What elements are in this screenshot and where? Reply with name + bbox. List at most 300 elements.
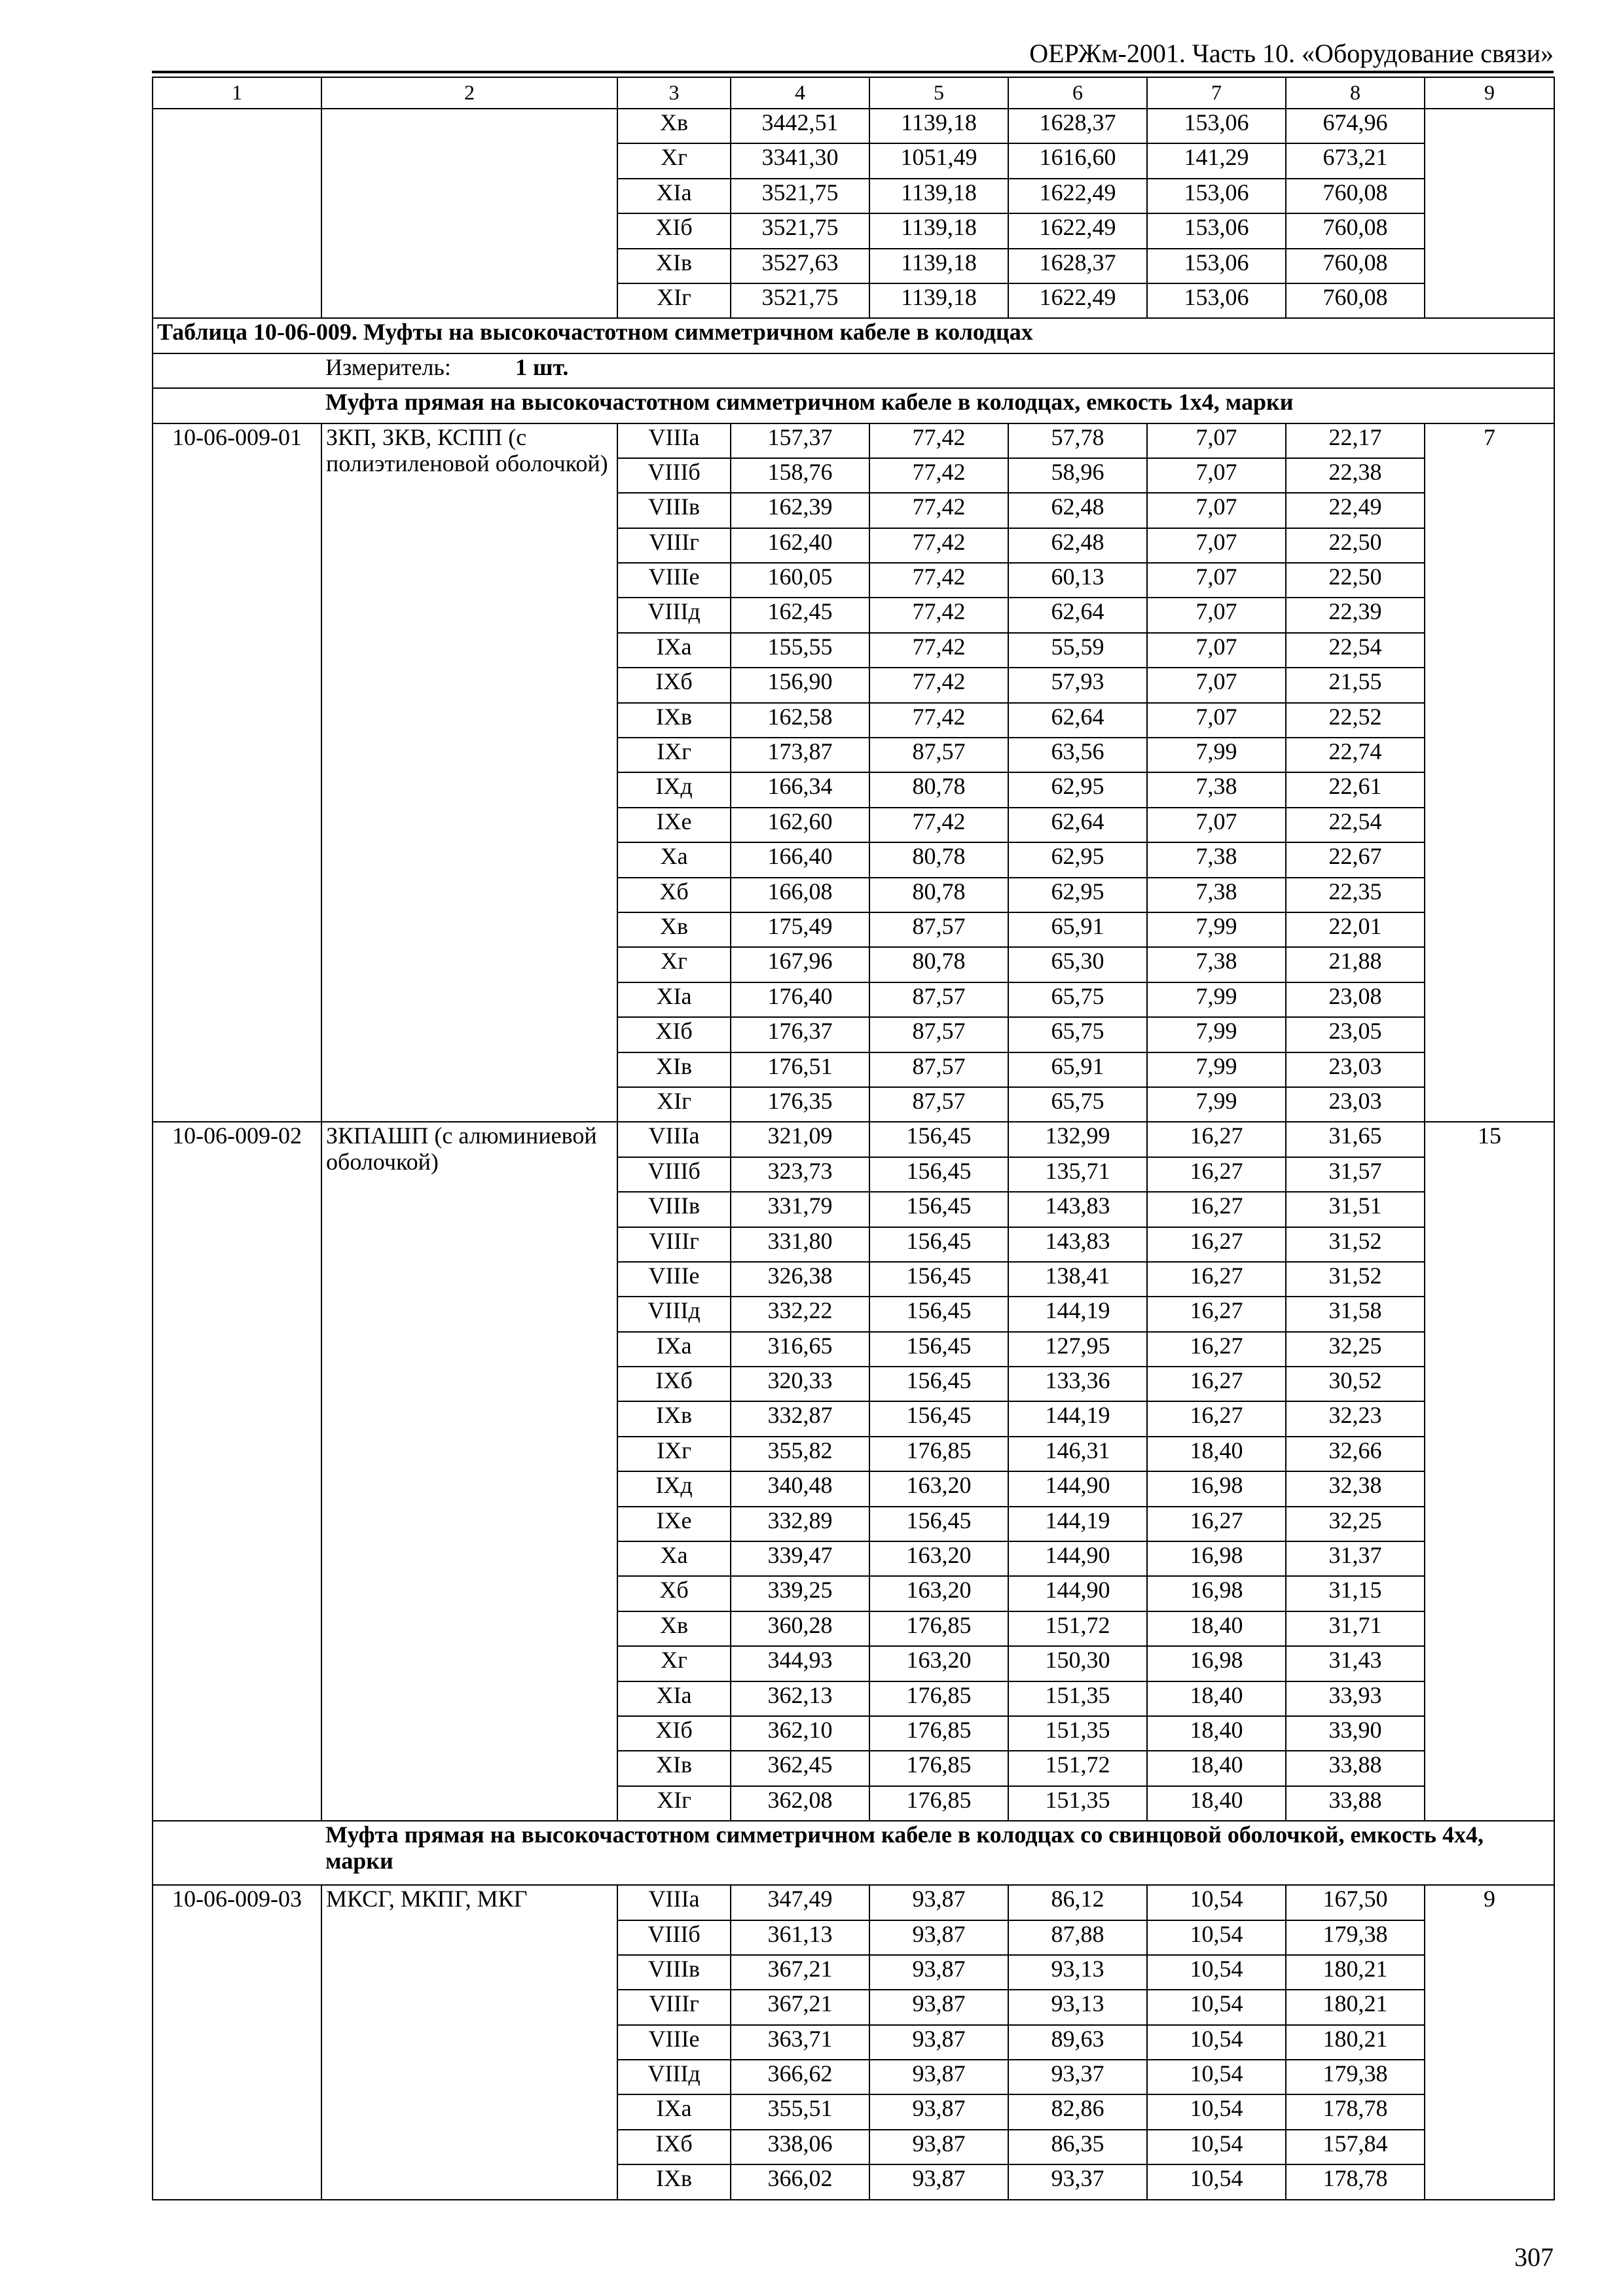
page-header	[152, 37, 1554, 73]
value-cell: 156,45	[869, 1262, 1008, 1297]
value-cell: 176,85	[869, 1681, 1008, 1716]
value-cell: 18,40	[1147, 1611, 1286, 1646]
value-cell: 10,54	[1147, 2164, 1286, 2199]
value-cell: 77,42	[869, 563, 1008, 598]
value-cell: 65,91	[1008, 912, 1147, 947]
value-cell: 16,27	[1147, 1297, 1286, 1331]
value-cell: 176,85	[869, 1751, 1008, 1785]
value-cell: 93,87	[869, 1990, 1008, 2024]
value-cell: 155,55	[731, 633, 869, 668]
name-cell: МКСГ, МКПГ, МКГ	[321, 1885, 617, 2200]
header-title: ОЕРЖм-2001. Часть 10. «Оборудование связи»	[1029, 39, 1554, 68]
value-cell: 62,48	[1008, 493, 1147, 528]
value-cell: 320,33	[731, 1367, 869, 1401]
value-cell: 153,06	[1147, 249, 1286, 283]
value-cell: 22,17	[1286, 423, 1425, 458]
zone-cell: VIIIд	[617, 1297, 731, 1331]
value-cell: 22,35	[1286, 878, 1425, 912]
value-cell: 157,84	[1286, 2130, 1425, 2164]
value-cell: 339,25	[731, 1576, 869, 1611]
zone-cell: XIв	[617, 249, 731, 283]
column-number: 1	[153, 77, 321, 109]
value-cell: 133,36	[1008, 1367, 1147, 1401]
value-cell: 180,21	[1286, 2025, 1425, 2060]
zone-cell: VIIIа	[617, 1122, 731, 1157]
value-cell: 7,38	[1147, 947, 1286, 982]
value-cell: 89,63	[1008, 2025, 1147, 2060]
name-cell: ЗКП, ЗКВ, КСПП (с полиэтиленовой оболочкой)	[321, 423, 617, 1122]
zone-cell: IXв	[617, 703, 731, 738]
zone-cell: XIг	[617, 1786, 731, 1821]
zone-cell: IXб	[617, 668, 731, 702]
zone-cell: IXд	[617, 772, 731, 807]
value-cell: 3521,75	[731, 283, 869, 318]
value-cell: 31,52	[1286, 1227, 1425, 1262]
value-cell: 87,57	[869, 738, 1008, 772]
value-cell: 18,40	[1147, 1751, 1286, 1785]
value-cell: 7,99	[1147, 1087, 1286, 1122]
value-cell: 77,42	[869, 808, 1008, 842]
value-cell: 7,07	[1147, 458, 1286, 493]
value-cell: 7,07	[1147, 598, 1286, 632]
zone-cell: VIIIд	[617, 2060, 731, 2094]
table-title: Таблица 10-06-009. Муфты на высокочастотном симметричном кабеле в колодцах	[153, 318, 1554, 353]
table-row	[153, 423, 1554, 458]
value-cell: 87,57	[869, 1017, 1008, 1052]
value-cell: 3341,30	[731, 143, 869, 178]
value-cell: 363,71	[731, 2025, 869, 2060]
value-cell: 87,57	[869, 1052, 1008, 1087]
zone-cell: XIб	[617, 213, 731, 248]
value-cell: 178,78	[1286, 2094, 1425, 2129]
value-cell: 93,87	[869, 1885, 1008, 1920]
value-cell: 151,35	[1008, 1681, 1147, 1716]
value-cell: 16,27	[1147, 1227, 1286, 1262]
value-cell: 32,25	[1286, 1332, 1425, 1367]
value-cell: 10,54	[1147, 2060, 1286, 2094]
value-cell: 57,93	[1008, 668, 1147, 702]
value-cell: 367,21	[731, 1990, 869, 2024]
value-cell: 77,42	[869, 493, 1008, 528]
value-cell: 10,54	[1147, 2094, 1286, 2129]
value-cell: 62,64	[1008, 703, 1147, 738]
value-cell: 10,54	[1147, 1955, 1286, 1990]
zone-cell: Xв	[617, 109, 731, 143]
value-cell: 62,64	[1008, 808, 1147, 842]
value-cell: 326,38	[731, 1262, 869, 1297]
zone-cell: IXа	[617, 633, 731, 668]
value-cell: 7,07	[1147, 668, 1286, 702]
value-cell: 33,88	[1286, 1786, 1425, 1821]
value-cell: 77,42	[869, 633, 1008, 668]
section-row	[153, 1821, 1554, 1885]
zone-cell: VIIIе	[617, 563, 731, 598]
value-cell: 7,07	[1147, 423, 1286, 458]
value-cell: 80,78	[869, 772, 1008, 807]
value-cell: 10,54	[1147, 2025, 1286, 2060]
value-cell: 151,72	[1008, 1751, 1147, 1785]
value-cell: 32,38	[1286, 1471, 1425, 1506]
value-cell: 16,98	[1147, 1471, 1286, 1506]
value-cell: 156,45	[869, 1401, 1008, 1436]
value-cell: 156,45	[869, 1332, 1008, 1367]
value-cell: 16,27	[1147, 1262, 1286, 1297]
value-cell: 3521,75	[731, 179, 869, 213]
zone-cell: VIIIг	[617, 528, 731, 563]
value-cell: 156,45	[869, 1192, 1008, 1227]
zone-cell: Xа	[617, 842, 731, 877]
value-cell: 156,45	[869, 1122, 1008, 1157]
value-cell: 7,99	[1147, 982, 1286, 1017]
name-cell	[321, 109, 617, 318]
value-cell: 362,13	[731, 1681, 869, 1716]
value-cell: 87,88	[1008, 1920, 1147, 1955]
zone-cell: VIIIа	[617, 423, 731, 458]
value-cell: 18,40	[1147, 1716, 1286, 1751]
value-cell: 16,27	[1147, 1122, 1286, 1157]
value-cell: 16,27	[1147, 1157, 1286, 1192]
value-cell: 16,98	[1147, 1576, 1286, 1611]
value-cell: 65,91	[1008, 1052, 1147, 1087]
value-cell: 87,57	[869, 982, 1008, 1017]
zone-cell: VIIIе	[617, 1262, 731, 1297]
value-cell: 1622,49	[1008, 179, 1147, 213]
value-cell: 173,87	[731, 738, 869, 772]
value-cell: 58,96	[1008, 458, 1147, 493]
value-cell: 144,90	[1008, 1471, 1147, 1506]
value-cell: 160,05	[731, 563, 869, 598]
value-cell: 62,95	[1008, 772, 1147, 807]
value-cell: 162,39	[731, 493, 869, 528]
value-cell: 65,75	[1008, 1087, 1147, 1122]
value-cell: 21,88	[1286, 947, 1425, 982]
value-cell: 339,47	[731, 1541, 869, 1576]
value-cell: 80,78	[869, 842, 1008, 877]
value-cell: 166,34	[731, 772, 869, 807]
value-cell: 93,87	[869, 2060, 1008, 2094]
value-cell: 60,13	[1008, 563, 1147, 598]
value-cell: 31,43	[1286, 1646, 1425, 1681]
column-number: 7	[1147, 77, 1286, 109]
value-cell: 32,23	[1286, 1401, 1425, 1436]
zone-cell: XIв	[617, 1751, 731, 1785]
value-cell: 22,54	[1286, 633, 1425, 668]
value-cell: 10,54	[1147, 1885, 1286, 1920]
value-cell: 7,99	[1147, 912, 1286, 947]
value-cell: 331,80	[731, 1227, 869, 1262]
value-cell: 162,40	[731, 528, 869, 563]
zone-cell: VIIIв	[617, 493, 731, 528]
value-cell: 332,22	[731, 1297, 869, 1331]
value-cell: 87,57	[869, 1087, 1008, 1122]
value-cell: 32,66	[1286, 1437, 1425, 1471]
value-cell: 31,37	[1286, 1541, 1425, 1576]
value-cell: 331,79	[731, 1192, 869, 1227]
value-cell: 176,51	[731, 1052, 869, 1087]
value-cell: 332,87	[731, 1401, 869, 1436]
name-cell: ЗКПАШП (с алюминиевой оболочкой)	[321, 1122, 617, 1821]
zone-cell: Xв	[617, 1611, 731, 1646]
value-cell: 7,99	[1147, 1017, 1286, 1052]
table-row	[153, 1122, 1554, 1157]
zone-cell: VIIIе	[617, 2025, 731, 2060]
value-cell: 141,29	[1147, 143, 1286, 178]
value-cell: 7,07	[1147, 493, 1286, 528]
value-cell: 16,27	[1147, 1332, 1286, 1367]
value-cell: 93,37	[1008, 2164, 1147, 2199]
value-cell: 673,21	[1286, 143, 1425, 178]
col9-cell: 9	[1425, 1885, 1554, 2200]
value-cell: 760,08	[1286, 249, 1425, 283]
value-cell: 3521,75	[731, 213, 869, 248]
value-cell: 31,57	[1286, 1157, 1425, 1192]
value-cell: 22,49	[1286, 493, 1425, 528]
value-cell: 1628,37	[1008, 249, 1147, 283]
value-cell: 77,42	[869, 668, 1008, 702]
value-cell: 176,85	[869, 1786, 1008, 1821]
value-cell: 144,19	[1008, 1507, 1147, 1541]
value-cell: 180,21	[1286, 1990, 1425, 2024]
value-cell: 93,87	[869, 1955, 1008, 1990]
value-cell: 77,42	[869, 703, 1008, 738]
value-cell: 62,95	[1008, 842, 1147, 877]
value-cell: 151,35	[1008, 1716, 1147, 1751]
zone-cell: VIIIв	[617, 1192, 731, 1227]
value-cell: 153,06	[1147, 109, 1286, 143]
value-cell: 162,60	[731, 808, 869, 842]
value-cell: 82,86	[1008, 2094, 1147, 2129]
value-cell: 153,06	[1147, 213, 1286, 248]
section-spacer	[153, 388, 321, 423]
section-label: Муфта прямая на высокочастотном симметричном кабеле в колодцах, емкость 1х4, марки	[321, 388, 1554, 423]
value-cell: 153,06	[1147, 179, 1286, 213]
value-cell: 176,40	[731, 982, 869, 1017]
value-cell: 22,67	[1286, 842, 1425, 877]
zone-cell: XIа	[617, 179, 731, 213]
zone-cell: XIв	[617, 1052, 731, 1087]
value-cell: 55,59	[1008, 633, 1147, 668]
value-cell: 33,90	[1286, 1716, 1425, 1751]
meter-spacer	[153, 353, 321, 388]
value-cell: 10,54	[1147, 1990, 1286, 2024]
col9-cell: 7	[1425, 423, 1554, 1122]
value-cell: 22,52	[1286, 703, 1425, 738]
value-cell: 138,41	[1008, 1262, 1147, 1297]
value-cell: 338,06	[731, 2130, 869, 2164]
value-cell: 156,45	[869, 1297, 1008, 1331]
value-cell: 31,52	[1286, 1262, 1425, 1297]
value-cell: 7,07	[1147, 633, 1286, 668]
value-cell: 7,07	[1147, 808, 1286, 842]
value-cell: 65,75	[1008, 982, 1147, 1017]
value-cell: 62,95	[1008, 878, 1147, 912]
value-cell: 176,85	[869, 1611, 1008, 1646]
zone-cell: VIIIб	[617, 458, 731, 493]
value-cell: 355,82	[731, 1437, 869, 1471]
value-cell: 135,71	[1008, 1157, 1147, 1192]
value-cell: 80,78	[869, 878, 1008, 912]
column-number: 9	[1425, 77, 1554, 109]
value-cell: 16,27	[1147, 1401, 1286, 1436]
value-cell: 366,02	[731, 2164, 869, 2199]
zone-cell: XIа	[617, 982, 731, 1017]
section-label: Муфта прямая на высокочастотном симметричном кабеле в колодцах со свинцовой оболочкой, емкость 4х4, марки	[321, 1821, 1554, 1885]
value-cell: 167,50	[1286, 1885, 1425, 1920]
value-cell: 362,45	[731, 1751, 869, 1785]
section-row	[153, 388, 1554, 423]
value-cell: 162,45	[731, 598, 869, 632]
table-row	[153, 1885, 1554, 1920]
table-title-row	[153, 318, 1554, 353]
value-cell: 344,93	[731, 1646, 869, 1681]
value-cell: 22,39	[1286, 598, 1425, 632]
value-cell: 93,87	[869, 2025, 1008, 2060]
value-cell: 355,51	[731, 2094, 869, 2129]
value-cell: 1139,18	[869, 213, 1008, 248]
value-cell: 7,38	[1147, 842, 1286, 877]
value-cell: 22,50	[1286, 563, 1425, 598]
zone-cell: Xб	[617, 1576, 731, 1611]
section-spacer	[153, 1821, 321, 1885]
value-cell: 7,07	[1147, 563, 1286, 598]
zone-cell: XIа	[617, 1681, 731, 1716]
value-cell: 86,12	[1008, 1885, 1147, 1920]
value-cell: 163,20	[869, 1646, 1008, 1681]
value-cell: 7,07	[1147, 528, 1286, 563]
value-cell: 760,08	[1286, 213, 1425, 248]
value-cell: 127,95	[1008, 1332, 1147, 1367]
value-cell: 10,54	[1147, 1920, 1286, 1955]
value-cell: 1616,60	[1008, 143, 1147, 178]
value-cell: 1622,49	[1008, 283, 1147, 318]
value-cell: 146,31	[1008, 1437, 1147, 1471]
zone-cell: VIIIб	[617, 1920, 731, 1955]
value-cell: 144,19	[1008, 1297, 1147, 1331]
value-cell: 158,76	[731, 458, 869, 493]
zone-cell: VIIIд	[617, 598, 731, 632]
value-cell: 1622,49	[1008, 213, 1147, 248]
zone-cell: IXе	[617, 808, 731, 842]
value-cell: 23,03	[1286, 1087, 1425, 1122]
value-cell: 23,03	[1286, 1052, 1425, 1087]
code-cell: 10-06-009-03	[153, 1885, 321, 2200]
value-cell: 163,20	[869, 1471, 1008, 1506]
value-cell: 93,87	[869, 1920, 1008, 1955]
value-cell: 347,49	[731, 1885, 869, 1920]
value-cell: 31,51	[1286, 1192, 1425, 1227]
value-cell: 77,42	[869, 458, 1008, 493]
value-cell: 175,49	[731, 912, 869, 947]
value-cell: 1139,18	[869, 283, 1008, 318]
value-cell: 178,78	[1286, 2164, 1425, 2199]
value-cell: 86,35	[1008, 2130, 1147, 2164]
value-cell: 16,98	[1147, 1646, 1286, 1681]
value-cell: 167,96	[731, 947, 869, 982]
value-cell: 143,83	[1008, 1192, 1147, 1227]
value-cell: 30,52	[1286, 1367, 1425, 1401]
value-cell: 323,73	[731, 1157, 869, 1192]
value-cell: 760,08	[1286, 179, 1425, 213]
code-cell: 10-06-009-02	[153, 1122, 321, 1821]
value-cell: 31,65	[1286, 1122, 1425, 1157]
value-cell: 156,45	[869, 1157, 1008, 1192]
value-cell: 163,20	[869, 1576, 1008, 1611]
column-number: 3	[617, 77, 731, 109]
value-cell: 33,88	[1286, 1751, 1425, 1785]
column-number: 6	[1008, 77, 1147, 109]
table-row	[153, 109, 1554, 143]
value-cell: 93,87	[869, 2130, 1008, 2164]
value-cell: 367,21	[731, 1955, 869, 1990]
value-cell: 33,93	[1286, 1681, 1425, 1716]
value-cell: 87,57	[869, 912, 1008, 947]
col9-cell	[1425, 109, 1554, 318]
value-cell: 362,08	[731, 1786, 869, 1821]
value-cell: 62,48	[1008, 528, 1147, 563]
value-cell: 366,62	[731, 2060, 869, 2094]
price-table	[152, 77, 1555, 2200]
value-cell: 80,78	[869, 947, 1008, 982]
value-cell: 143,83	[1008, 1227, 1147, 1262]
value-cell: 362,10	[731, 1716, 869, 1751]
column-number-row	[153, 77, 1554, 109]
value-cell: 176,85	[869, 1437, 1008, 1471]
value-cell: 18,40	[1147, 1437, 1286, 1471]
code-cell	[153, 109, 321, 318]
value-cell: 93,87	[869, 2164, 1008, 2199]
value-cell: 7,99	[1147, 1052, 1286, 1087]
value-cell: 16,27	[1147, 1367, 1286, 1401]
value-cell: 179,38	[1286, 2060, 1425, 2094]
col9-cell: 15	[1425, 1122, 1554, 1821]
zone-cell: IXд	[617, 1471, 731, 1506]
value-cell: 1139,18	[869, 179, 1008, 213]
code-cell: 10-06-009-01	[153, 423, 321, 1122]
value-cell: 22,74	[1286, 738, 1425, 772]
zone-cell: IXг	[617, 1437, 731, 1471]
value-cell: 31,15	[1286, 1576, 1425, 1611]
meter-label: Измеритель:	[325, 353, 451, 380]
value-cell: 22,01	[1286, 912, 1425, 947]
value-cell: 22,38	[1286, 458, 1425, 493]
value-cell: 321,09	[731, 1122, 869, 1157]
value-cell: 156,45	[869, 1507, 1008, 1541]
value-cell: 166,08	[731, 878, 869, 912]
value-cell: 93,13	[1008, 1955, 1147, 1990]
value-cell: 7,99	[1147, 738, 1286, 772]
value-cell: 1139,18	[869, 249, 1008, 283]
zone-cell: IXв	[617, 1401, 731, 1436]
zone-cell: Xг	[617, 143, 731, 178]
value-cell: 316,65	[731, 1332, 869, 1367]
value-cell: 10,54	[1147, 2130, 1286, 2164]
zone-cell: IXа	[617, 2094, 731, 2129]
value-cell: 16,27	[1147, 1507, 1286, 1541]
value-cell: 23,08	[1286, 982, 1425, 1017]
value-cell: 1139,18	[869, 109, 1008, 143]
column-number: 2	[321, 77, 617, 109]
value-cell: 18,40	[1147, 1681, 1286, 1716]
value-cell: 156,45	[869, 1227, 1008, 1262]
value-cell: 57,78	[1008, 423, 1147, 458]
value-cell: 65,30	[1008, 947, 1147, 982]
value-cell: 144,90	[1008, 1541, 1147, 1576]
zone-cell: VIIIг	[617, 1990, 731, 2024]
zone-cell: IXв	[617, 2164, 731, 2199]
zone-cell: Xа	[617, 1541, 731, 1576]
value-cell: 31,58	[1286, 1297, 1425, 1331]
value-cell: 179,38	[1286, 1920, 1425, 1955]
